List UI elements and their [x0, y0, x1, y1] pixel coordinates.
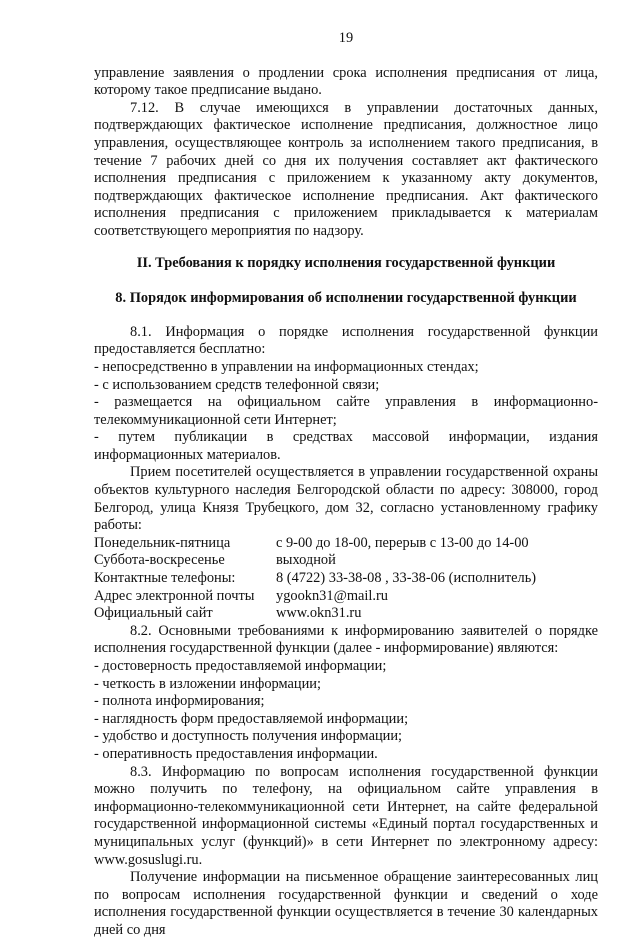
contact-label: Контактные телефоны: — [94, 570, 236, 587]
list-item: - удобство и доступность получения информации; — [94, 728, 403, 745]
contact-row — [94, 535, 598, 553]
list-item: - размещается на официальном сайте управления в информационно-телекоммуникационной сети Интернет; — [94, 394, 598, 428]
contact-value: с 9-00 до 18-00, перерыв с 13-00 до 14-00 — [276, 534, 529, 551]
contact-value: выходной — [276, 552, 336, 569]
contact-row — [94, 605, 598, 623]
paragraph-continuation: управление заявления о продлении срока исполнения предписания от лица, которому такое предписание выдано. — [94, 64, 598, 99]
contact-row — [94, 570, 598, 588]
paragraph-8-2: 8.2. Основными требованиями к информированию заявителей о порядке исполнения государственной функции (далее - информирование) являются: — [94, 622, 598, 657]
contact-value: 8 (4722) 33-38-08 , 33-38-06 (исполнитель) — [276, 570, 537, 587]
list-item: - наглядность форм предоставляемой информации; — [94, 710, 409, 727]
list-item: - оперативность предоставления информации. — [94, 745, 378, 762]
paragraph-8-1: 8.1. Информация о порядке исполнения государственной функции предоставляется бесплатно: — [94, 323, 598, 358]
contact-row — [94, 588, 598, 606]
contact-label: Понедельник-пятница — [94, 534, 231, 551]
contact-row — [94, 552, 598, 570]
list-item: - путем публикации в средствах массовой информации, издания информационных материалов. — [94, 429, 598, 463]
list-item: - полнота информирования; — [94, 693, 265, 710]
contact-label: Адрес электронной почты — [94, 587, 255, 604]
list-item: - четкость в изложении информации; — [94, 675, 321, 692]
paragraph-written-requests: Получение информации на письменное обращение заинтересованных лиц по вопросам исполнения государственной функции и сведений о ходе исполнения государственной функции осуществляется в течение 30 календарных дней со дня — [94, 869, 598, 938]
list-item: - непосредственно в управлении на информационных стендах; — [94, 358, 479, 375]
contacts-table — [94, 535, 598, 623]
email-address: ygookn31@mail.ru — [276, 587, 388, 604]
paragraph-reception: Прием посетителей осуществляется в управлении государственной охраны объектов культурного наследия Белгородской области по адресу: 308000, город Белгород, улица Князя Трубецкого, дом 32, согласно установленному графику работы: — [94, 464, 598, 534]
website-address: www.okn31.ru — [276, 605, 362, 622]
page-number: 19 — [338, 30, 354, 46]
paragraph-8-3: 8.3. Информацию по вопросам исполнения государственной функции можно получить по телефону, на официальном сайте управления в информационно-телекоммуникационной сети Интернет, на сайте федеральной государственной информационной системы «Единый портал государственных и муниципальных услуг (функций)» в сети Интернет по электронному адресу: www.gosuslugi.ru. — [94, 763, 598, 868]
contact-label: Официальный сайт — [94, 605, 213, 622]
list-item: - достоверность предоставляемой информации; — [94, 658, 387, 674]
paragraph-7-12: 7.12. В случае имеющихся в управлении достаточных данных, подтверждающих фактическое исполнение предписания, должностное лицо управления, осуществляющее контроль за исполнением такого предписания, в течение 7 рабочих дней со дня их получения составляет акт фактического исполнения предписания с приложением к указанному акту документов, подтверждающих фактическое исполнение предписания. Акт фактического исполнения предписания с приложением прикладывается к материалам соответствующего мероприятия по надзору. — [94, 99, 598, 239]
list-item: - с использованием средств телефонной связи; — [94, 376, 380, 393]
subsection-heading: 8. Порядок информирования об исполнении государственной функции — [115, 290, 577, 307]
section-heading: II. Требования к порядку исполнения государственной функции — [136, 254, 556, 271]
contact-label: Суббота-воскресенье — [94, 552, 225, 569]
